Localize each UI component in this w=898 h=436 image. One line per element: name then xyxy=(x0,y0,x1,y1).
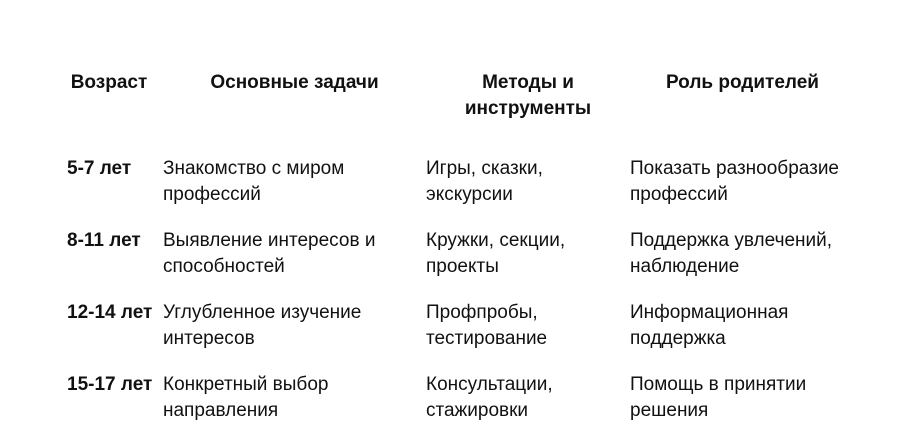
cell-methods: Кружки, секции, проекты xyxy=(426,230,566,277)
table-row xyxy=(55,145,855,217)
cell-age: 12-14 лет xyxy=(67,302,153,323)
cell-age: 5-7 лет xyxy=(67,158,132,179)
header-tasks: Основные задачи xyxy=(210,72,379,93)
cell-parents: Показать разнообразие профессий xyxy=(630,158,839,205)
cell-tasks: Углубленное изучение интересов xyxy=(163,302,362,349)
header-age: Возраст xyxy=(70,72,148,93)
cell-tasks: Конкретный выбор направления xyxy=(163,374,329,421)
cell-tasks: Знакомство с миром профессий xyxy=(163,158,345,205)
cell-tasks: Выявление интересов и способностей xyxy=(163,230,376,277)
table-row xyxy=(55,217,855,289)
cell-age: 8-11 лет xyxy=(67,230,141,251)
cell-parents: Информационная поддержка xyxy=(630,302,789,349)
header-row xyxy=(55,60,855,145)
cell-methods: Профпробы, тестирование xyxy=(426,302,548,349)
cell-methods: Консультации, стажировки xyxy=(426,374,553,421)
table-row xyxy=(55,289,855,361)
header-methods: Методы и инструменты xyxy=(464,72,592,119)
table-body xyxy=(55,145,855,433)
cell-methods: Игры, сказки, экскурсии xyxy=(426,158,543,205)
table-header xyxy=(55,60,855,145)
cell-parents: Поддержка увлечений, наблюдение xyxy=(630,230,833,277)
cell-parents: Помощь в принятии решения xyxy=(630,374,807,421)
cell-age: 15-17 лет xyxy=(67,374,153,395)
header-parents: Роль родителей xyxy=(665,72,819,93)
career-guidance-table xyxy=(55,60,855,433)
table-row xyxy=(55,361,855,433)
